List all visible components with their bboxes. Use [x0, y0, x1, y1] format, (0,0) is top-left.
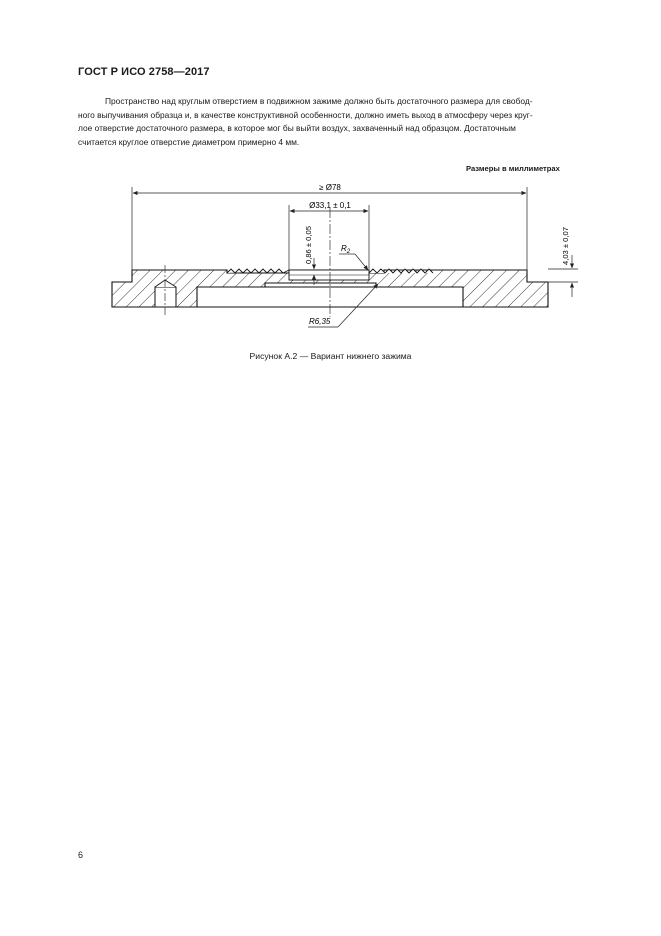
paragraph-line: лое отверстие достаточного размера, в которое мог бы выйти воздух, захваченный над образцом. Достаточным — [78, 123, 516, 134]
paragraph-line: считается круглое отверстие диаметром примерно 4 мм. — [78, 136, 300, 147]
radius-r2-label — [341, 244, 351, 255]
units-note: Размеры в миллиметрах — [466, 164, 560, 173]
groove-depth-label: 0,86 ± 0,05 — [304, 226, 313, 264]
radius-r2-letter: R — [341, 244, 347, 253]
figure-caption: Рисунок А.2 — Вариант нижнего зажима — [249, 351, 412, 361]
radius-main-label: R6,35 — [309, 317, 331, 326]
paragraph-line: Пространство над круглым отверстием в подвижном зажиме должно быть достаточного размера для свобод- — [105, 96, 533, 106]
document-header: ГОСТ Р ИСО 2758—2017 — [78, 66, 210, 78]
outer-diameter-label: ≥ Ø78 — [319, 183, 341, 192]
inner-diameter-label: Ø33,1 ± 0,1 — [309, 201, 351, 210]
radius-r2-subscript: 2 — [346, 249, 351, 255]
page-number: 6 — [78, 850, 84, 860]
thickness-label: 4,03 ± 0,07 — [561, 227, 570, 265]
paragraph-line: ного выпучивания образца и, в качестве конструктивной особенности, должно иметь выход в атмосферу через круг- — [78, 109, 533, 120]
